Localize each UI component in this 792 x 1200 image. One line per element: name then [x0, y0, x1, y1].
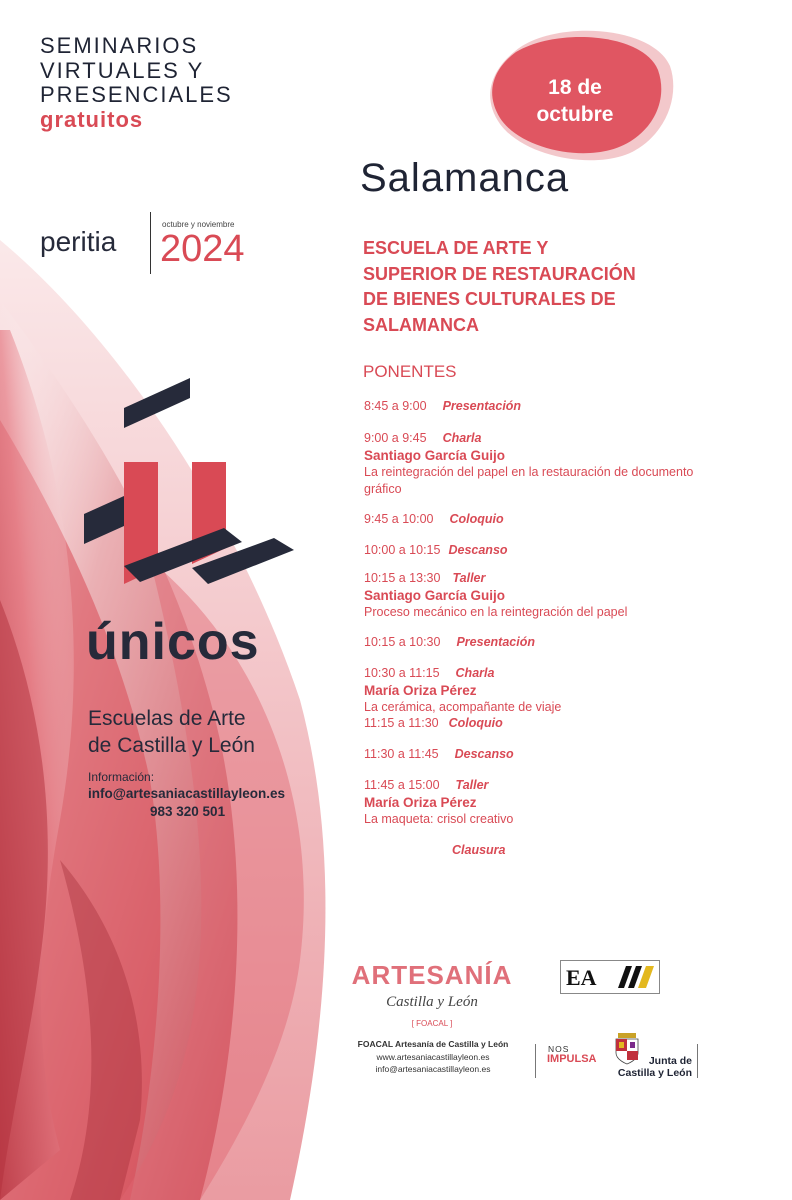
footer-divider-left — [535, 1044, 536, 1078]
schedule-time: 10:15 a 10:30 — [364, 635, 441, 649]
brand-subtitle-line-2: de Castilla y León — [88, 734, 255, 757]
schedule-item — [364, 430, 704, 498]
schedule-description: La reintegración del papel en la restauración de documento gráfico — [364, 465, 694, 496]
contact-phone[interactable]: 983 320 501 — [150, 804, 226, 819]
artesania-logo-word: ARTESANÍA — [351, 960, 513, 990]
schedule-type: Presentación — [456, 635, 535, 649]
headline-line-1: SEMINARIOS — [40, 33, 199, 58]
schedule-time: 10:00 a 10:15 — [364, 543, 441, 557]
schedule-type: Descanso — [454, 747, 514, 761]
contact-email[interactable]: info@artesaniacastillayleon.es — [88, 786, 285, 801]
eas-logo-mark — [616, 966, 656, 988]
schedule-speaker: María Oriza Pérez — [364, 795, 477, 810]
schedule-item — [452, 842, 792, 859]
schedule-type: Charla — [455, 666, 495, 680]
peritia-months: octubre y noviembre — [162, 220, 235, 229]
schedule-item — [364, 715, 704, 732]
footer-divider-right — [697, 1044, 698, 1078]
schedule-time: 9:45 a 10:00 — [364, 512, 434, 526]
schedule-description: La cerámica, acompañante de viaje — [364, 700, 562, 714]
school-name — [363, 236, 693, 338]
schedule-item — [364, 542, 704, 559]
foacal-website[interactable]: www.artesaniacastillayleon.es — [376, 1051, 490, 1062]
schedule-type: Descanso — [448, 543, 508, 557]
unicos-logo-mark — [84, 378, 298, 600]
schedule-time: 11:45 a 15:00 — [364, 778, 440, 792]
artesania-logo-tag: [ FOACAL ] — [411, 1019, 453, 1028]
schedule-time: 11:30 a 11:45 — [364, 747, 439, 761]
impulsa-label: IMPULSA — [547, 1053, 597, 1065]
event-city: Salamanca — [360, 156, 570, 200]
brand-name: únicos — [86, 613, 260, 671]
schedule-type: Taller — [455, 778, 489, 792]
schedule-item — [364, 398, 704, 415]
school-line-1: ESCUELA DE ARTE Y — [363, 238, 549, 258]
nos-label: NOS — [548, 1044, 570, 1054]
headline — [40, 34, 233, 132]
foacal-email[interactable]: info@artesaniacastillayleon.es — [375, 1064, 491, 1074]
schedule-item — [364, 570, 704, 621]
peritia-divider — [150, 212, 151, 274]
schedule-speaker: Santiago García Guijo — [364, 448, 506, 463]
schedule-item — [364, 511, 704, 528]
artesania-logo — [351, 958, 513, 1032]
event-date: 18 de octubre — [536, 76, 614, 126]
school-line-4: SALAMANCA — [363, 314, 479, 335]
schedule-item — [364, 746, 704, 763]
schedule-type: Coloquio — [448, 716, 503, 730]
schedule-type: Taller — [452, 571, 486, 585]
schedule-item — [364, 634, 704, 651]
eas-logo-text: EA — [566, 965, 597, 990]
schedule-item — [364, 777, 704, 828]
peritia-year: 2024 — [160, 228, 245, 270]
brand-subtitle — [88, 705, 255, 759]
schedule-item — [364, 665, 704, 716]
contact-label: Información: — [88, 770, 155, 784]
schedule-type: Presentación — [442, 399, 522, 413]
schedule-time: 8:45 a 9:00 — [364, 399, 427, 413]
schedule-time: 11:15 a 11:30 — [364, 716, 439, 730]
schedule-time: 10:30 a 11:15 — [364, 666, 440, 680]
headline-free: gratuitos — [40, 106, 144, 132]
school-line-2: SUPERIOR DE RESTAURACIÓN — [363, 263, 636, 284]
headline-line-3: PRESENCIALES — [40, 82, 233, 107]
headline-line-2: VIRTUALES Y — [40, 57, 205, 83]
brand-subtitle-line-1: Escuelas de Arte — [88, 707, 246, 730]
school-line-3: DE BIENES CULTURALES DE — [363, 289, 616, 309]
schedule-type: Charla — [442, 431, 482, 445]
schedule-time: 10:15 a 13:30 — [364, 571, 441, 585]
schedule-speaker: Santiago García Guijo — [364, 588, 506, 603]
schedule-type: Clausura — [452, 843, 506, 857]
schedule-time: 9:00 a 9:45 — [364, 431, 427, 445]
schedule-speaker: María Oriza Pérez — [364, 683, 477, 698]
schedule-description: Proceso mecánico en la reintegración del papel — [364, 605, 628, 619]
foacal-info — [350, 1038, 516, 1076]
junta-label: Junta de Castilla y León — [617, 1055, 692, 1079]
section-title: PONENTES — [363, 362, 457, 381]
peritia-name: peritia — [40, 226, 117, 257]
artesania-logo-script: Castilla y León — [386, 994, 478, 1010]
schedule-type: Coloquio — [449, 512, 504, 526]
schedule-description: La maqueta: crisol creativo — [364, 812, 514, 826]
foacal-name: FOACAL Artesanía de Castilla y León — [357, 1039, 509, 1049]
